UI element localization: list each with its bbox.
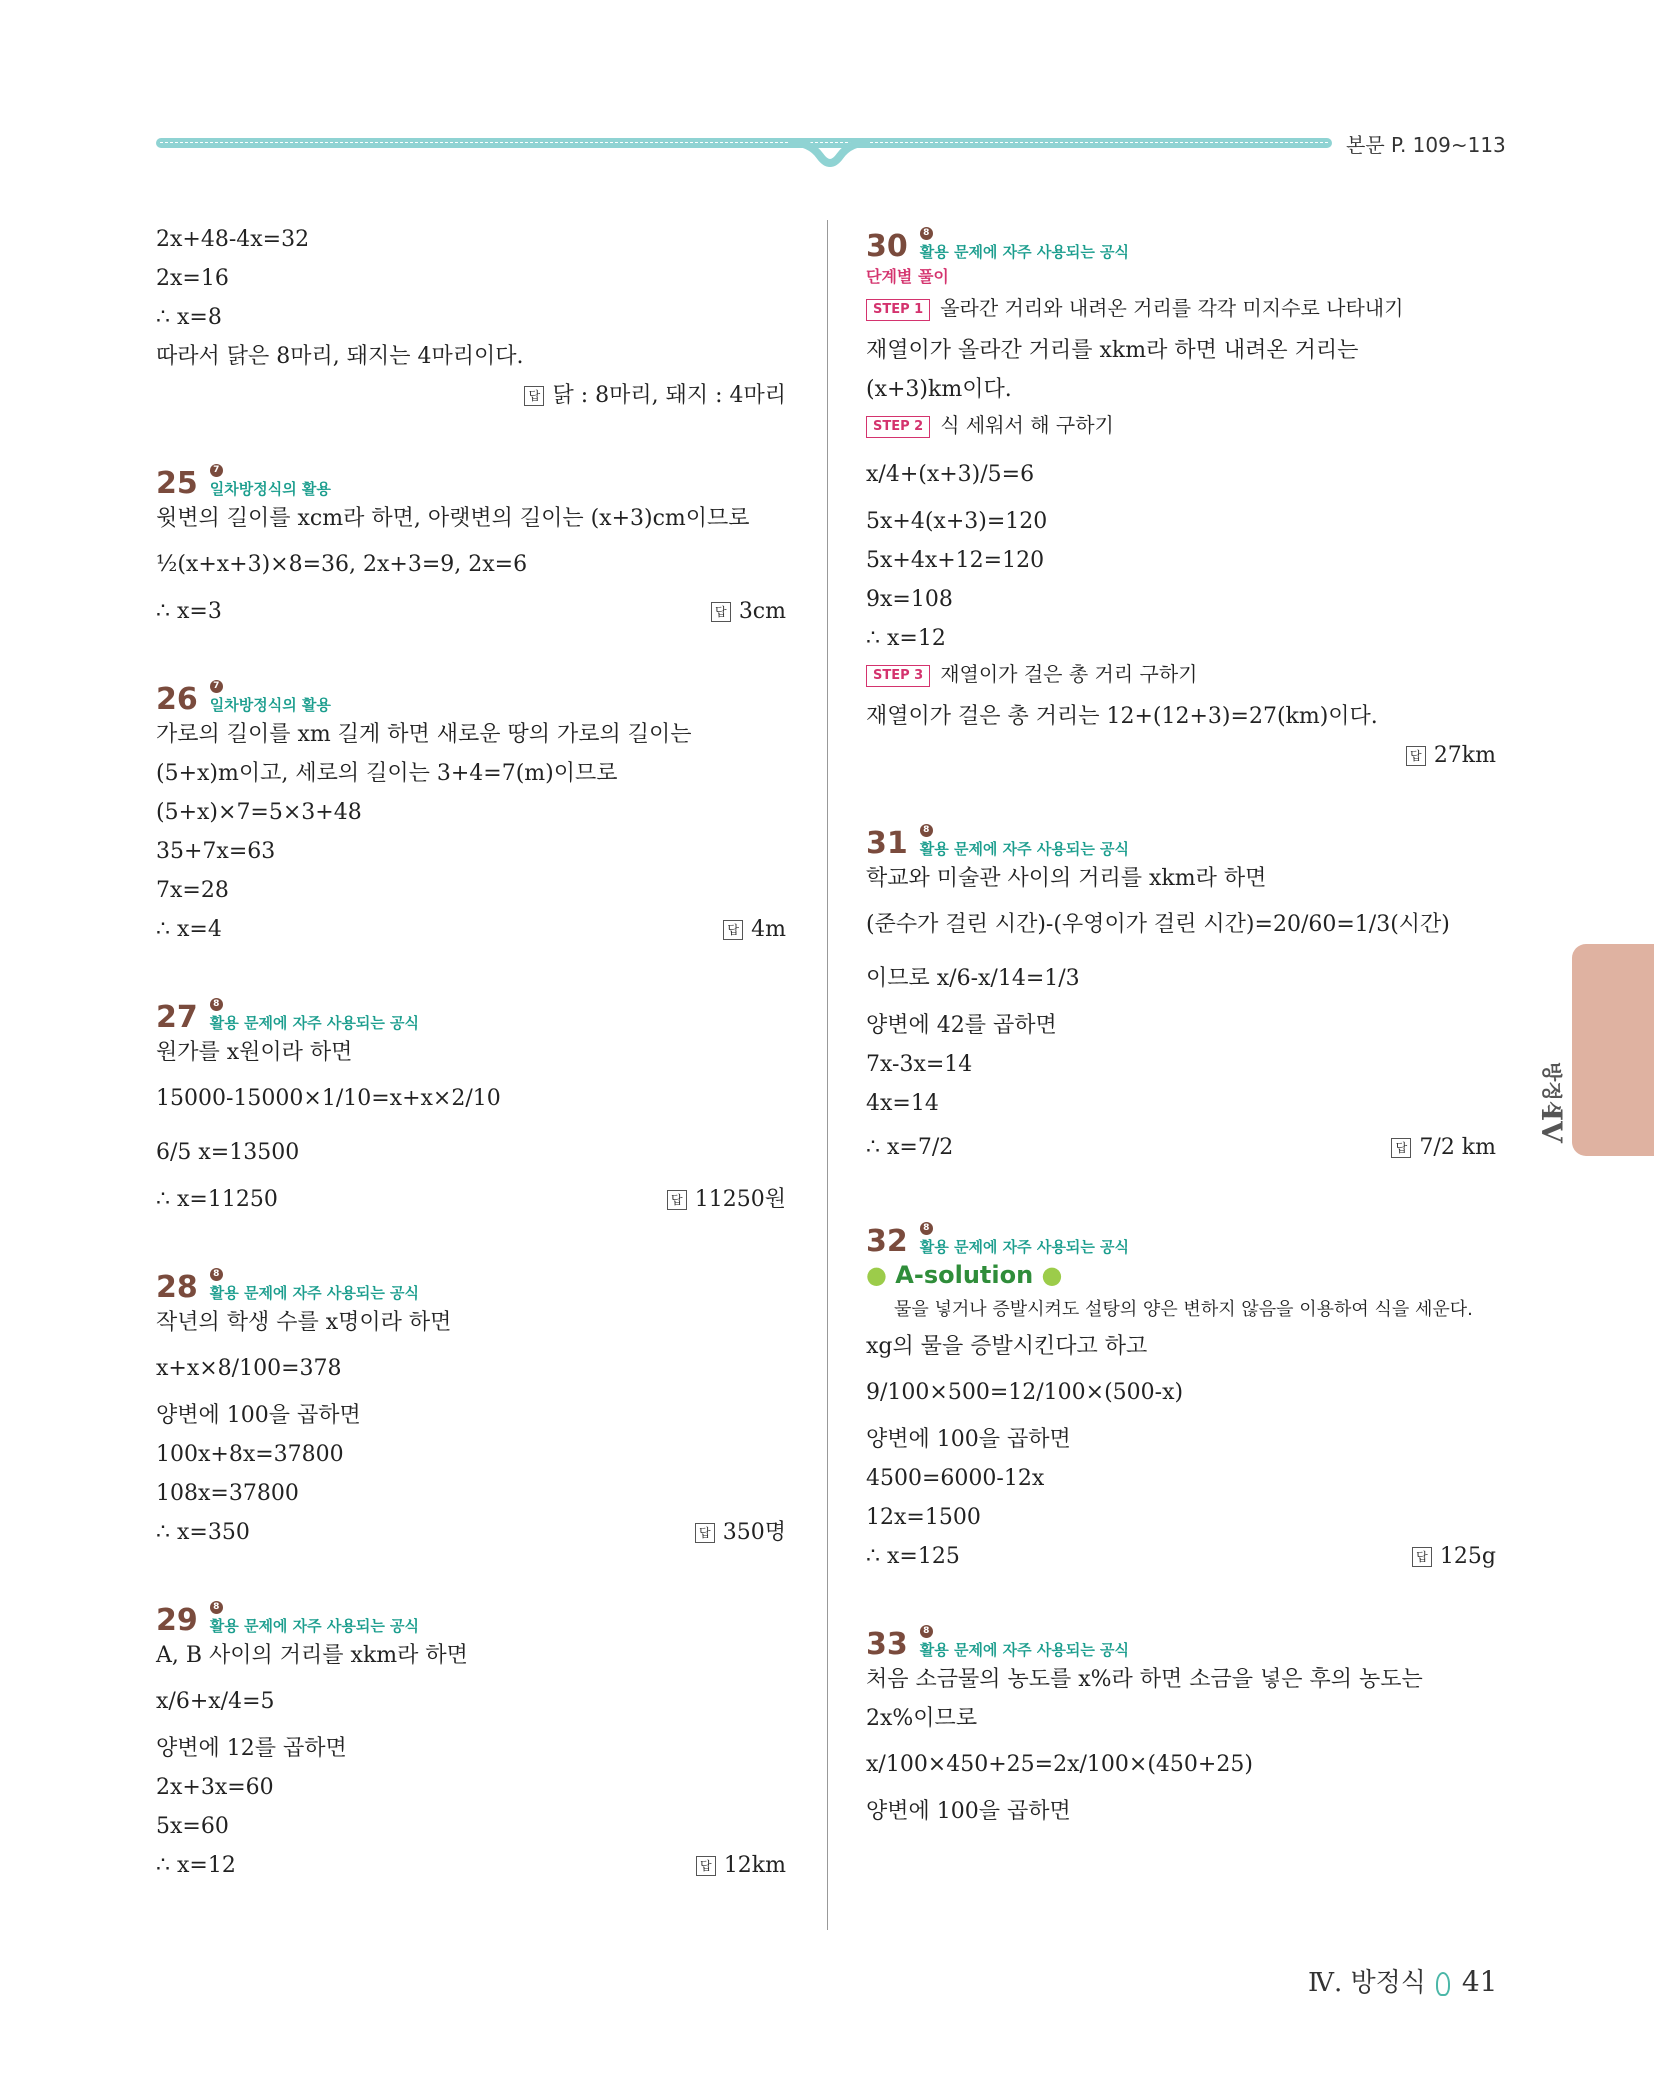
problem-number: 27 xyxy=(156,1000,198,1035)
solution-line: (준수가 걸린 시간)-(우영이가 걸린 시간)=20/60=1/3(시간) xyxy=(866,912,1450,937)
solution-line: 15000-15000×1/10=x+x×2/10 xyxy=(156,1086,501,1111)
problem-tag xyxy=(920,1222,1129,1257)
solution-line: 양변에 100을 곱하면 xyxy=(866,1799,1071,1824)
solution-line: 양변에 100을 곱하면 xyxy=(866,1427,1071,1452)
solution-line: 2x+48-4x=32 xyxy=(156,227,310,252)
solution-line: 6/5 x=13500 xyxy=(156,1140,300,1165)
problem-tag xyxy=(210,464,331,499)
solution-line: 이므로 x/6-x/14=1/3 xyxy=(866,966,1080,991)
answer-row xyxy=(156,910,786,949)
badge-icon: 8 xyxy=(210,1601,223,1614)
answer-text: 4m xyxy=(751,917,786,942)
answer-mark: 답 xyxy=(711,602,731,622)
side-tab-label: 방정식 xyxy=(1540,1062,1564,1120)
solution-line: 2x%이므로 xyxy=(866,1706,978,1731)
step-badge: STEP 2 xyxy=(866,416,930,438)
problem-30 xyxy=(866,220,1496,775)
problem-number: 28 xyxy=(156,1270,198,1305)
answer-row xyxy=(156,1846,786,1885)
problem-tag-text: 일차방정식의 활용 xyxy=(209,696,331,714)
page-footer xyxy=(1308,1962,1498,1999)
step-badge: STEP 3 xyxy=(866,665,930,687)
pencil-icon xyxy=(1436,1972,1450,1996)
answer-text: 27km xyxy=(1433,743,1496,768)
problem-number: 26 xyxy=(156,682,198,717)
solution-line: 12x=1500 xyxy=(866,1505,981,1530)
solution-line: 양변에 100을 곱하면 xyxy=(156,1403,361,1428)
solution-line: A, B 사이의 거리를 xkm라 하면 xyxy=(156,1643,468,1668)
answer-mark: 답 xyxy=(1406,746,1426,766)
problem-26 xyxy=(156,673,786,949)
badge-icon: 8 xyxy=(210,1268,223,1281)
problem-tag xyxy=(920,227,1129,262)
step-1 xyxy=(866,292,1496,331)
solution-line: 원가를 x원이라 하면 xyxy=(156,1040,353,1065)
solution-line: 양변에 12를 곱하면 xyxy=(156,1736,347,1761)
solution-line: 따라서 닭은 8마리, 돼지는 4마리이다. xyxy=(156,344,524,369)
page-reference: 본문 P. 109~113 xyxy=(1346,133,1506,157)
solution-line: ½(x+x+3)×8=36, 2x+3=9, 2x=6 xyxy=(156,552,528,577)
solution-line: 4500=6000-12x xyxy=(866,1466,1045,1491)
solution-line: x+x×8/100=378 xyxy=(156,1356,342,1381)
problem-tag-text: 활용 문제에 자주 사용되는 공식 xyxy=(919,840,1130,858)
solution-line: 5x=60 xyxy=(156,1814,229,1839)
badge-icon: 7 xyxy=(210,680,223,693)
solution-line: 5x+4x+12=120 xyxy=(866,548,1045,573)
problem-number: 29 xyxy=(156,1603,198,1638)
solution-line: 재열이가 올라간 거리를 xkm라 하면 내려온 거리는 xyxy=(866,338,1359,363)
step-text: 재열이가 걸은 총 거리 구하기 xyxy=(940,662,1198,686)
solution-line: 7x-3x=14 xyxy=(866,1052,973,1077)
solution-line: xg의 물을 증발시킨다고 하고 xyxy=(866,1334,1148,1359)
problem-tag-text: 일차방정식의 활용 xyxy=(209,480,331,498)
solution-line: ∴ x=12 xyxy=(866,626,946,651)
problem-number: 32 xyxy=(866,1224,908,1259)
answer-mark: 답 xyxy=(667,1190,687,1210)
problem-tag xyxy=(920,824,1129,859)
answer-mark: 답 xyxy=(723,920,743,940)
problem-31 xyxy=(866,817,1496,1173)
answer-text: 12km xyxy=(723,1853,786,1878)
solution-line: x/100×450+25=2x/100×(450+25) xyxy=(866,1752,1253,1777)
problem-tag xyxy=(210,1268,419,1303)
solution-line: ∴ x=125 xyxy=(866,1544,960,1569)
solution-line: 양변에 42를 곱하면 xyxy=(866,1013,1057,1038)
answer-mark: 답 xyxy=(696,1856,716,1876)
problem-number: 31 xyxy=(866,826,908,861)
problem-tag-text: 활용 문제에 자주 사용되는 공식 xyxy=(209,1284,420,1302)
problem-number: 25 xyxy=(156,466,198,501)
answer-row xyxy=(156,1513,786,1552)
solution-line: 처음 소금물의 농도를 x%라 하면 소금을 넣은 후의 농도는 xyxy=(866,1667,1423,1692)
answer-row xyxy=(866,1537,1496,1576)
badge-icon: 8 xyxy=(920,227,933,240)
solution-line: ∴ x=11250 xyxy=(156,1187,278,1212)
problem-number: 30 xyxy=(866,229,908,264)
a-solution-text: 물을 넣거나 증발시켜도 설탕의 양은 변하지 않음을 이용하여 식을 세운다. xyxy=(894,1299,1473,1320)
step-solution-label: 단계별 풀이 xyxy=(866,267,949,286)
solution-line: 9x=108 xyxy=(866,587,953,612)
step-text: 식 세워서 해 구하기 xyxy=(940,413,1114,437)
solution-line: 2x+3x=60 xyxy=(156,1775,274,1800)
solution-line: 108x=37800 xyxy=(156,1481,299,1506)
solution-line: ∴ x=350 xyxy=(156,1520,250,1545)
step-text: 올라간 거리와 내려온 거리를 각각 미지수로 나타내기 xyxy=(940,296,1404,320)
solution-line: 작년의 학생 수를 x명이라 하면 xyxy=(156,1310,452,1335)
problem-tag-text: 활용 문제에 자주 사용되는 공식 xyxy=(209,1014,420,1032)
a-solution-title: A-solution xyxy=(895,1261,1034,1289)
problem-28 xyxy=(156,1261,786,1552)
step-2 xyxy=(866,409,1496,448)
solution-line: ∴ x=7/2 xyxy=(866,1135,954,1160)
solution-line: 35+7x=63 xyxy=(156,839,276,864)
solution-line: 윗변의 길이를 xcm라 하면, 아랫변의 길이는 (x+3)cm이므로 xyxy=(156,506,750,531)
answer-row xyxy=(156,1180,786,1219)
answer-mark: 답 xyxy=(1412,1547,1432,1567)
problem-tag-text: 활용 문제에 자주 사용되는 공식 xyxy=(919,1238,1130,1256)
answer-row xyxy=(866,736,1496,775)
solution-line: (x+3)km이다. xyxy=(866,377,1012,402)
badge-icon: 7 xyxy=(210,464,223,477)
header-bar xyxy=(156,138,1332,148)
problem-number: 33 xyxy=(866,1627,908,1662)
problem-tag-text: 활용 문제에 자주 사용되는 공식 xyxy=(919,1641,1130,1659)
step-3 xyxy=(866,658,1496,697)
problem-27 xyxy=(156,991,786,1219)
solution-line: (5+x)×7=5×3+48 xyxy=(156,800,362,825)
answer-text: 11250원 xyxy=(694,1187,786,1212)
solution-line: 학교와 미술관 사이의 거리를 xkm라 하면 xyxy=(866,866,1267,891)
problem-29 xyxy=(156,1594,786,1885)
answer-text: 닭 : 8마리, 돼지 : 4마리 xyxy=(552,383,786,408)
footer-chapter: Ⅳ. 방정식 xyxy=(1308,1968,1426,1998)
header-notch xyxy=(790,136,870,174)
badge-icon: 8 xyxy=(210,998,223,1011)
solution-line: 가로의 길이를 xm 길게 하면 새로운 땅의 가로의 길이는 xyxy=(156,722,692,747)
problem-32 xyxy=(866,1215,1496,1576)
column-divider xyxy=(827,220,828,1930)
problem-tag xyxy=(210,1601,419,1636)
right-column xyxy=(866,220,1496,1831)
solution-line: ∴ x=12 xyxy=(156,1853,236,1878)
solution-line: x/6+x/4=5 xyxy=(156,1689,275,1714)
solution-line: 재열이가 걸은 총 거리는 12+(12+3)=27(km)이다. xyxy=(866,704,1378,729)
problem-tag xyxy=(920,1625,1129,1660)
solution-line: x/4+(x+3)/5=6 xyxy=(866,462,1035,487)
solution-line: ∴ x=3 xyxy=(156,599,222,624)
problem-tag xyxy=(210,998,419,1033)
answer-mark: 답 xyxy=(524,386,544,406)
answer-text: 7/2 km xyxy=(1419,1135,1496,1160)
solution-line: 2x=16 xyxy=(156,266,229,291)
left-column xyxy=(156,220,786,1885)
answer-text: 125g xyxy=(1439,1544,1496,1569)
solution-line: 5x+4(x+3)=120 xyxy=(866,509,1048,534)
a-solution-heading xyxy=(866,1257,1496,1293)
solution-line: 9/100×500=12/100×(500-x) xyxy=(866,1380,1184,1405)
solution-line: (5+x)m이고, 세로의 길이는 3+4=7(m)이므로 xyxy=(156,761,618,786)
solution-line: ∴ x=4 xyxy=(156,917,222,942)
answer-row xyxy=(156,592,786,631)
header-dash xyxy=(160,142,1328,143)
problem-tag xyxy=(210,680,331,715)
answer-mark: 답 xyxy=(1391,1138,1411,1158)
solution-line: 100x+8x=37800 xyxy=(156,1442,344,1467)
solution-line: 7x=28 xyxy=(156,878,229,903)
answer-text: 350명 xyxy=(722,1520,786,1545)
problem-33 xyxy=(866,1618,1496,1831)
badge-icon: 8 xyxy=(920,1625,933,1638)
solution-line: 4x=14 xyxy=(866,1091,939,1116)
answer-text: 3cm xyxy=(738,599,786,624)
side-tab-roman: IV xyxy=(1535,1108,1568,1143)
solution-line: ∴ x=8 xyxy=(156,305,222,330)
badge-icon: 8 xyxy=(920,1222,933,1235)
problem-25 xyxy=(156,457,786,631)
bullet-icon: ● xyxy=(1033,1261,1063,1289)
problem-tag-text: 활용 문제에 자주 사용되는 공식 xyxy=(919,243,1130,261)
badge-icon: 8 xyxy=(920,824,933,837)
problem-tag-text: 활용 문제에 자주 사용되는 공식 xyxy=(209,1617,420,1635)
chapter-side-tab xyxy=(1572,944,1654,1156)
answer-row xyxy=(156,376,786,415)
step-badge: STEP 1 xyxy=(866,299,930,321)
page-number: 41 xyxy=(1461,1965,1498,1998)
answer-mark: 답 xyxy=(695,1523,715,1543)
bullet-icon: ● xyxy=(866,1261,896,1289)
answer-row xyxy=(866,1123,1496,1173)
